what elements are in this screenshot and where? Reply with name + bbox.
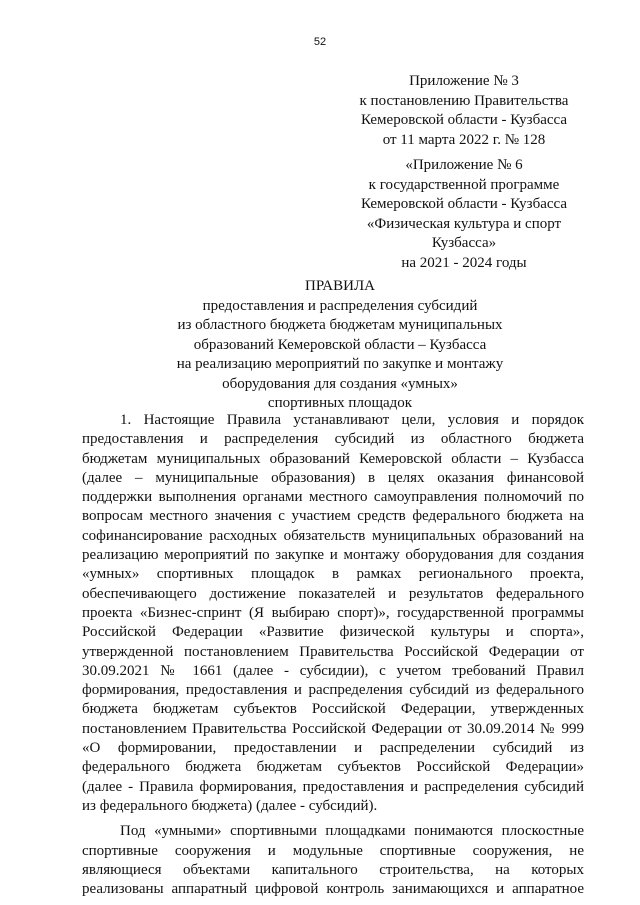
title-line: спортивных площадок	[267, 395, 413, 411]
body-line: реализацию мероприятий по закупке и монтажу оборудования для создания	[82, 547, 584, 564]
paragraph-2	[82, 822, 584, 899]
body-line: (далее - Правила формирования, предоставления и распределения субсидий	[82, 778, 584, 795]
appendix-6-line: Кемеровской области - Кузбасса	[360, 196, 568, 212]
body-line: (далее – муниципальные образования) в целях оказания финансовой	[82, 469, 584, 486]
paragraph-1	[82, 411, 584, 816]
appendix-6-line: «Физическая культура и спорт	[366, 215, 562, 232]
title-line: образований Кемеровской области – Кузбасса	[193, 336, 487, 353]
body-line: бюджетам муниципальных образований Кемеровской области – Кузбасса	[82, 450, 584, 467]
body-line: «умных» спортивных площадок в рамках регионального проекта,	[82, 566, 584, 583]
body-line: федерального бюджета бюджетам субъектов Российской Федерации»	[82, 759, 584, 776]
appendix-6-line: на 2021 - 2024 годы	[401, 254, 527, 271]
body-line: софинансирование расходных обязательств муниципальных образований на	[82, 527, 584, 544]
body-line: являющиеся объектами капитального строительства, на которых	[82, 861, 584, 878]
appendix-3-header	[340, 72, 588, 150]
appendix-3-line: от 11 марта 2022 г. № 128	[382, 131, 546, 148]
body-line: спортивные сооружения и модульные спортивные сооружения, не	[82, 842, 584, 859]
body-line: реализованы аппаратный цифровой контроль занимающихся и аппаратное	[82, 881, 584, 898]
body-line: бюджета бюджетам субъектов Российской Федерации, утвержденных	[82, 701, 584, 718]
body-line: из федерального бюджета) (далее - субсидий).	[82, 797, 378, 814]
body-line: обеспечивающего достижение показателей и результатов федерального	[82, 585, 584, 602]
appendix-3-line: к постановлению Правительства	[359, 92, 569, 109]
appendix-6-line: к государственной программе	[368, 176, 560, 193]
body-line: «О формировании, предоставлении и распределении субсидий из	[82, 740, 584, 757]
appendix-3-line: Кемеровской области - Кузбасса	[360, 112, 568, 128]
body-line: 1. Настоящие Правила устанавливают цели, условия и порядок	[120, 412, 584, 428]
body-line: 30.09.2021 № 1661 (далее - субсидии), с учетом требований Правил	[82, 662, 584, 679]
document-body	[82, 411, 584, 899]
body-line: предоставления и распределения субсидий из областного бюджета	[82, 431, 584, 448]
page-number: 52	[313, 36, 327, 48]
appendix-3-line: Приложение № 3	[409, 73, 519, 89]
body-line: вопросам местного значения с участием средств федерального бюджета на	[82, 508, 584, 525]
body-line: постановлением Правительства Российской Федерации от 30.09.2014 № 999	[82, 720, 584, 737]
title-line: на реализацию мероприятий по закупке и монтажу	[176, 356, 504, 372]
document-title	[96, 277, 584, 414]
body-line: поддержки выполнения органами местного самоуправления полномочий по	[82, 489, 584, 506]
title-line: предоставления и распределения субсидий	[202, 297, 478, 314]
appendix-6-header	[340, 156, 588, 273]
title-line: из областного бюджета бюджетам муниципальных	[177, 317, 503, 333]
body-line: Под «умными» спортивными площадками понимаются плоскостные	[120, 823, 584, 840]
body-line: Российской Федерации «Развитие физической культуры и спорта»,	[82, 624, 584, 641]
title-heading: ПРАВИЛА	[305, 278, 375, 294]
body-line: формирования, предоставления и распределения субсидий из федерального	[82, 682, 584, 699]
body-line: утвержденной постановлением Правительства Российской Федерации от	[82, 643, 584, 660]
title-line: оборудования для создания «умных»	[222, 375, 458, 392]
appendix-6-line: «Приложение № 6	[405, 157, 523, 173]
body-line: проекта «Бизнес-спринт (Я выбираю спорт)», государственной программы	[82, 604, 584, 621]
appendix-6-line: Кузбасса»	[431, 235, 497, 251]
